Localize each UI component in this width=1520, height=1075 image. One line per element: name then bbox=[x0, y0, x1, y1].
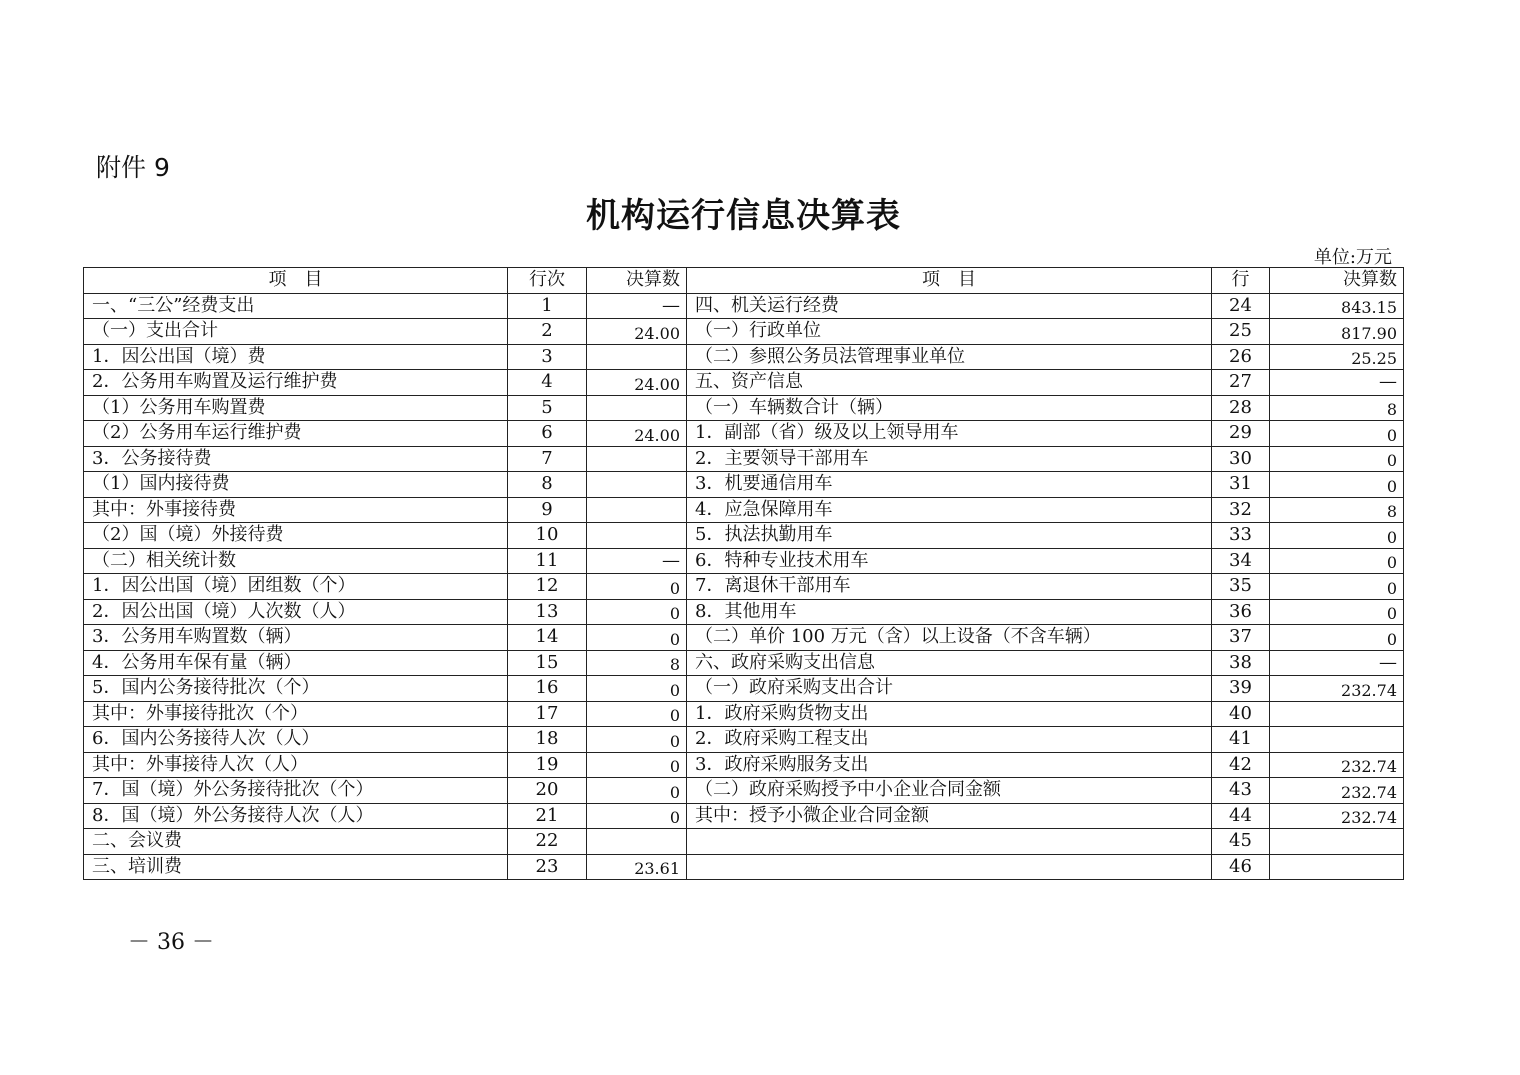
left-value-cell bbox=[587, 472, 687, 498]
page-number: － 36 － bbox=[128, 930, 214, 955]
right-row-number: 45 bbox=[1212, 829, 1270, 855]
right-value-cell: 25.25 bbox=[1270, 344, 1404, 370]
right-row-number: 37 bbox=[1212, 625, 1270, 651]
left-value-cell: 24.00 bbox=[587, 421, 687, 447]
left-item-cell: 3．公务接待费 bbox=[84, 446, 508, 472]
right-row-number: 35 bbox=[1212, 574, 1270, 600]
right-row-number: 38 bbox=[1212, 650, 1270, 676]
left-item-cell: 2．因公出国（境）人次数（人） bbox=[84, 599, 508, 625]
left-value-cell: 23.61 bbox=[587, 854, 687, 880]
left-item-cell: 8．国（境）外公务接待人次（人） bbox=[84, 803, 508, 829]
table-row bbox=[84, 778, 1404, 804]
table-row bbox=[84, 548, 1404, 574]
right-item-cell: 四、机关运行经费 bbox=[687, 293, 1212, 319]
right-item-cell: 8．其他用车 bbox=[687, 599, 1212, 625]
right-row-number: 36 bbox=[1212, 599, 1270, 625]
right-item-cell: （二）单价 100 万元（含）以上设备（不含车辆） bbox=[687, 625, 1212, 651]
table-row bbox=[84, 523, 1404, 549]
left-item-cell: 二、会议费 bbox=[84, 829, 508, 855]
left-item-cell: 其中：外事接待人次（人） bbox=[84, 752, 508, 778]
right-row-number: 42 bbox=[1212, 752, 1270, 778]
left-item-cell: 5．国内公务接待批次（个） bbox=[84, 676, 508, 702]
right-row-number: 44 bbox=[1212, 803, 1270, 829]
left-value-cell bbox=[587, 344, 687, 370]
left-value-cell: — bbox=[587, 548, 687, 574]
left-value-cell: 24.00 bbox=[587, 319, 687, 345]
header-value-right: 决算数 bbox=[1270, 268, 1404, 294]
right-row-number: 32 bbox=[1212, 497, 1270, 523]
table-row bbox=[84, 421, 1404, 447]
left-row-number: 6 bbox=[508, 421, 587, 447]
left-item-cell: （2）公务用车运行维护费 bbox=[84, 421, 508, 447]
left-value-cell: 8 bbox=[587, 650, 687, 676]
table-row bbox=[84, 446, 1404, 472]
right-row-number: 41 bbox=[1212, 727, 1270, 753]
right-value-cell: 0 bbox=[1270, 599, 1404, 625]
right-row-number: 33 bbox=[1212, 523, 1270, 549]
right-row-number: 29 bbox=[1212, 421, 1270, 447]
left-row-number: 2 bbox=[508, 319, 587, 345]
right-row-number: 46 bbox=[1212, 854, 1270, 880]
right-value-cell: 0 bbox=[1270, 472, 1404, 498]
left-value-cell: 0 bbox=[587, 803, 687, 829]
left-row-number: 20 bbox=[508, 778, 587, 804]
left-value-cell: 0 bbox=[587, 599, 687, 625]
right-item-cell: 2．政府采购工程支出 bbox=[687, 727, 1212, 753]
left-row-number: 23 bbox=[508, 854, 587, 880]
left-item-cell: 6．国内公务接待人次（人） bbox=[84, 727, 508, 753]
left-item-cell: 2．公务用车购置及运行维护费 bbox=[84, 370, 508, 396]
table-row bbox=[84, 395, 1404, 421]
left-row-number: 13 bbox=[508, 599, 587, 625]
left-value-cell: 24.00 bbox=[587, 370, 687, 396]
right-value-cell: — bbox=[1270, 370, 1404, 396]
table-row bbox=[84, 497, 1404, 523]
right-item-cell: （二）政府采购授予中小企业合同金额 bbox=[687, 778, 1212, 804]
right-item-cell: （一）政府采购支出合计 bbox=[687, 676, 1212, 702]
right-item-cell: 六、政府采购支出信息 bbox=[687, 650, 1212, 676]
right-value-cell: 0 bbox=[1270, 446, 1404, 472]
left-item-cell: 4．公务用车保有量（辆） bbox=[84, 650, 508, 676]
right-row-number: 26 bbox=[1212, 344, 1270, 370]
right-item-cell: （一）车辆数合计（辆） bbox=[687, 395, 1212, 421]
page-title: 机构运行信息决算表 bbox=[586, 196, 901, 236]
left-value-cell: 0 bbox=[587, 574, 687, 600]
header-value-left: 决算数 bbox=[587, 268, 687, 294]
left-value-cell: 0 bbox=[587, 625, 687, 651]
header-row-left: 行次 bbox=[508, 268, 587, 294]
left-item-cell: 其中：外事接待批次（个） bbox=[84, 701, 508, 727]
right-item-cell: （二）参照公务员法管理事业单位 bbox=[687, 344, 1212, 370]
unit-label: 单位:万元 bbox=[1313, 247, 1392, 268]
left-value-cell: — bbox=[587, 293, 687, 319]
right-value-cell: 0 bbox=[1270, 625, 1404, 651]
left-item-cell: 三、培训费 bbox=[84, 854, 508, 880]
right-item-cell: 4．应急保障用车 bbox=[687, 497, 1212, 523]
right-row-number: 27 bbox=[1212, 370, 1270, 396]
right-value-cell: 232.74 bbox=[1270, 676, 1404, 702]
left-item-cell: 3．公务用车购置数（辆） bbox=[84, 625, 508, 651]
right-value-cell: — bbox=[1270, 650, 1404, 676]
table-header-row bbox=[84, 268, 1404, 294]
right-row-number: 25 bbox=[1212, 319, 1270, 345]
right-row-number: 39 bbox=[1212, 676, 1270, 702]
right-value-cell: 843.15 bbox=[1270, 293, 1404, 319]
budget-table bbox=[83, 267, 1404, 880]
left-item-cell: 其中：外事接待费 bbox=[84, 497, 508, 523]
left-row-number: 12 bbox=[508, 574, 587, 600]
right-item-cell bbox=[687, 854, 1212, 880]
right-item-cell: 3．机要通信用车 bbox=[687, 472, 1212, 498]
right-value-cell: 232.74 bbox=[1270, 803, 1404, 829]
left-row-number: 10 bbox=[508, 523, 587, 549]
right-item-cell: （一）行政单位 bbox=[687, 319, 1212, 345]
left-item-cell: （1）国内接待费 bbox=[84, 472, 508, 498]
table-row bbox=[84, 676, 1404, 702]
right-item-cell: 7．离退休干部用车 bbox=[687, 574, 1212, 600]
table-row bbox=[84, 854, 1404, 880]
left-row-number: 21 bbox=[508, 803, 587, 829]
right-row-number: 43 bbox=[1212, 778, 1270, 804]
right-item-cell: 1．副部（省）级及以上领导用车 bbox=[687, 421, 1212, 447]
table-row bbox=[84, 727, 1404, 753]
left-item-cell: 一、“三公”经费支出 bbox=[84, 293, 508, 319]
table-row bbox=[84, 752, 1404, 778]
right-row-number: 31 bbox=[1212, 472, 1270, 498]
left-item-cell: （2）国（境）外接待费 bbox=[84, 523, 508, 549]
table-row bbox=[84, 370, 1404, 396]
left-row-number: 22 bbox=[508, 829, 587, 855]
header-item-left: 项 目 bbox=[84, 268, 508, 294]
right-value-cell: 0 bbox=[1270, 421, 1404, 447]
left-row-number: 7 bbox=[508, 446, 587, 472]
header-row-right: 行 bbox=[1212, 268, 1270, 294]
table-row bbox=[84, 650, 1404, 676]
left-item-cell: （一）支出合计 bbox=[84, 319, 508, 345]
left-value-cell: 0 bbox=[587, 727, 687, 753]
left-row-number: 16 bbox=[508, 676, 587, 702]
right-value-cell bbox=[1270, 854, 1404, 880]
right-value-cell: 0 bbox=[1270, 574, 1404, 600]
right-value-cell bbox=[1270, 727, 1404, 753]
left-value-cell bbox=[587, 446, 687, 472]
right-value-cell: 0 bbox=[1270, 523, 1404, 549]
right-item-cell bbox=[687, 829, 1212, 855]
left-value-cell: 0 bbox=[587, 752, 687, 778]
right-value-cell: 817.90 bbox=[1270, 319, 1404, 345]
table-row bbox=[84, 599, 1404, 625]
right-value-cell bbox=[1270, 701, 1404, 727]
right-item-cell: 6．特种专业技术用车 bbox=[687, 548, 1212, 574]
left-value-cell: 0 bbox=[587, 778, 687, 804]
left-row-number: 11 bbox=[508, 548, 587, 574]
left-row-number: 1 bbox=[508, 293, 587, 319]
table-row bbox=[84, 472, 1404, 498]
right-value-cell: 232.74 bbox=[1270, 752, 1404, 778]
table-row bbox=[84, 803, 1404, 829]
left-item-cell: 7．国（境）外公务接待批次（个） bbox=[84, 778, 508, 804]
right-row-number: 30 bbox=[1212, 446, 1270, 472]
left-row-number: 4 bbox=[508, 370, 587, 396]
left-row-number: 17 bbox=[508, 701, 587, 727]
right-item-cell: 其中：授予小微企业合同金额 bbox=[687, 803, 1212, 829]
left-row-number: 19 bbox=[508, 752, 587, 778]
left-item-cell: （1）公务用车购置费 bbox=[84, 395, 508, 421]
left-value-cell bbox=[587, 497, 687, 523]
right-item-cell: 1．政府采购货物支出 bbox=[687, 701, 1212, 727]
right-value-cell: 0 bbox=[1270, 548, 1404, 574]
right-value-cell: 8 bbox=[1270, 497, 1404, 523]
left-value-cell: 0 bbox=[587, 676, 687, 702]
attachment-label: 附件 9 bbox=[96, 153, 170, 182]
right-item-cell: 五、资产信息 bbox=[687, 370, 1212, 396]
left-value-cell bbox=[587, 523, 687, 549]
left-row-number: 18 bbox=[508, 727, 587, 753]
right-item-cell: 2．主要领导干部用车 bbox=[687, 446, 1212, 472]
right-item-cell: 3．政府采购服务支出 bbox=[687, 752, 1212, 778]
header-item-right: 项 目 bbox=[687, 268, 1212, 294]
right-row-number: 28 bbox=[1212, 395, 1270, 421]
left-item-cell: （二）相关统计数 bbox=[84, 548, 508, 574]
table-row bbox=[84, 701, 1404, 727]
left-row-number: 5 bbox=[508, 395, 587, 421]
left-value-cell bbox=[587, 829, 687, 855]
left-value-cell: 0 bbox=[587, 701, 687, 727]
right-value-cell: 232.74 bbox=[1270, 778, 1404, 804]
left-row-number: 14 bbox=[508, 625, 587, 651]
left-row-number: 15 bbox=[508, 650, 587, 676]
left-row-number: 8 bbox=[508, 472, 587, 498]
right-row-number: 40 bbox=[1212, 701, 1270, 727]
right-row-number: 24 bbox=[1212, 293, 1270, 319]
table-row bbox=[84, 574, 1404, 600]
table-row bbox=[84, 293, 1404, 319]
left-row-number: 3 bbox=[508, 344, 587, 370]
left-value-cell bbox=[587, 395, 687, 421]
table-row bbox=[84, 829, 1404, 855]
table-row bbox=[84, 625, 1404, 651]
right-row-number: 34 bbox=[1212, 548, 1270, 574]
left-row-number: 9 bbox=[508, 497, 587, 523]
left-item-cell: 1．因公出国（境）团组数（个） bbox=[84, 574, 508, 600]
table-row bbox=[84, 344, 1404, 370]
right-value-cell: 8 bbox=[1270, 395, 1404, 421]
table-row bbox=[84, 319, 1404, 345]
right-item-cell: 5．执法执勤用车 bbox=[687, 523, 1212, 549]
left-item-cell: 1．因公出国（境）费 bbox=[84, 344, 508, 370]
right-value-cell bbox=[1270, 829, 1404, 855]
